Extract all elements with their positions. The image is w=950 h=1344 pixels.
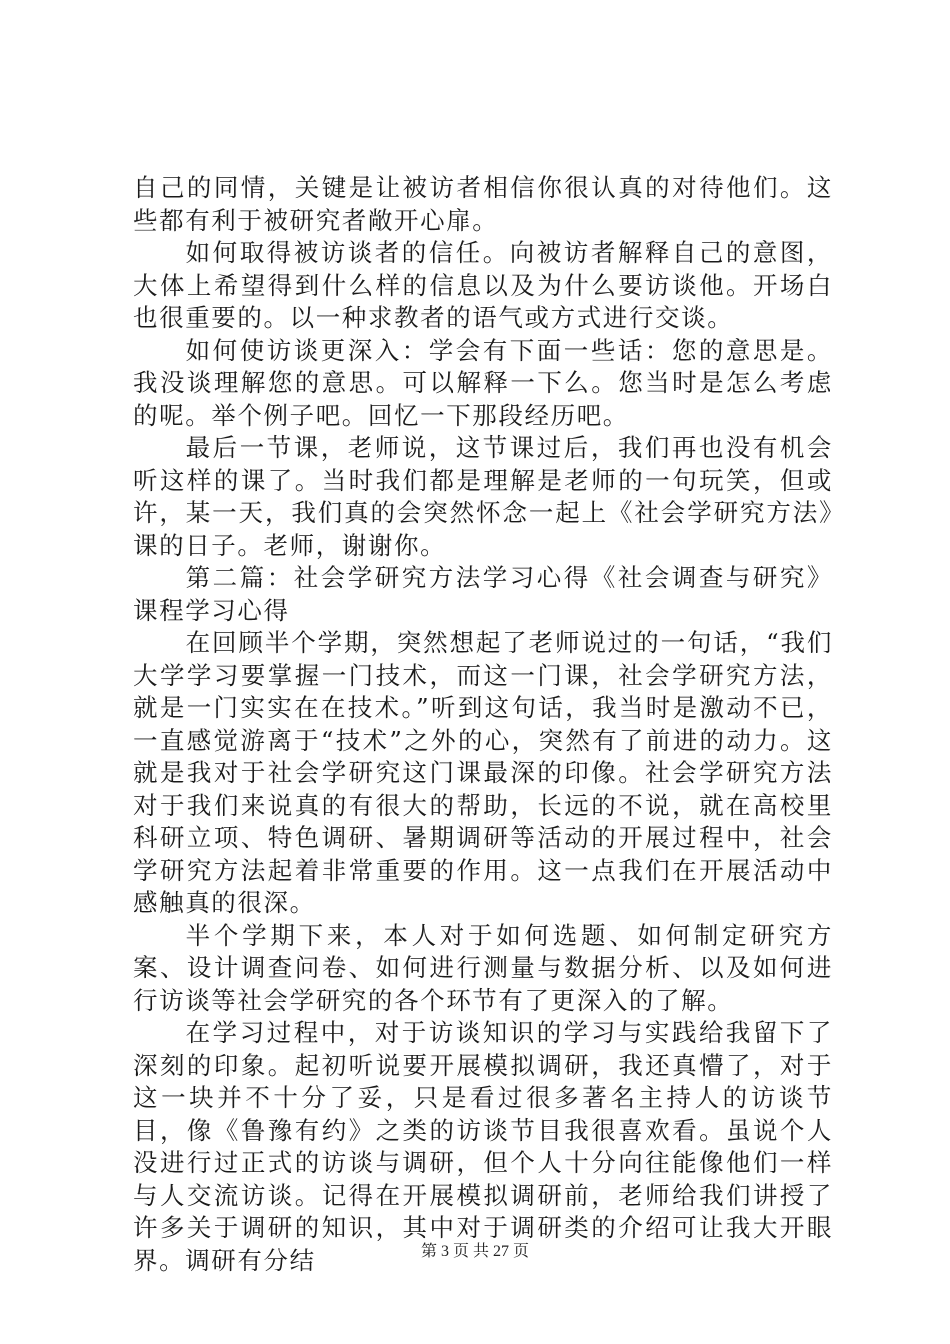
section-heading: 第二篇：社会学研究方法学习心得《社会调查与研究》课程学习心得 — [133, 563, 833, 625]
paragraph: 如何取得被访谈者的信任。向被访者解释自己的意图，大体上希望得到什么样的信息以及为什么要访谈他。开场白也很重要的。以一种求教者的语气或方式进行交谈。 — [133, 238, 833, 332]
paragraph: 最后一节课，老师说，这节课过后，我们再也没有机会听这样的课了。当时我们都是理解是老师的一句玩笑，但或许，某一天，我们真的会突然怀念一起上《社会学研究方法》课的日子。老师，谢谢你。 — [133, 433, 833, 560]
paragraph: 如何使访谈更深入：学会有下面一些话：您的意思是。我没谈理解您的意思。可以解释一下么。您当时是怎么考虑的呢。举个例子吧。回忆一下那段经历吧。 — [133, 335, 833, 430]
paragraph: 半个学期下来，本人对于如何选题、如何制定研究方案、设计调查问卷、如何进行测量与数据分析、以及如何进行访谈等社会学研究的各个环节有了更深入的了解。 — [133, 920, 833, 1015]
document-body — [133, 172, 833, 1277]
paragraph: 在学习过程中，对于访谈知识的学习与实践给我留下了深刻的印象。起初听说要开展模拟调研，我还真懵了，对于这一块并不十分了妥，只是看过很多著名主持人的访谈节目，像《鲁豫有约》之类的访谈节目我很喜欢看。虽说个人没进行过正式的访谈与调研，但个人十分向往能像他们一样与人交流访谈。记得在开展模拟调研前，老师给我们讲授了许多关于调研的知识，其中对于调研类的介绍可让我大开眼界。调研有分结 — [133, 1018, 833, 1275]
paragraph: 在回顾半个学期，突然想起了老师说过的一句话，“我们大学学习要掌握一门技术，而这一门课，社会学研究方法，就是一门实实在在技术。”听到这句话，我当时是激动不已，一直感觉游离于“技术”之外的心，突然有了前进的动力。这就是我对于社会学研究这门课最深的印像。社会学研究方法对于我们来说真的有很大的帮助，长远的不说，就在高校里科研立项、特色调研、暑期调研等活动的开展过程中，社会学研究方法起着非常重要的作用。这一点我们在开展活动中感触真的很深。 — [133, 628, 833, 917]
paragraph: 自己的同情，关键是让被访者相信你很认真的对待他们。这些都有利于被研究者敞开心扉。 — [133, 173, 833, 235]
page-number-footer: 第 3 页 共 27 页 — [420, 1243, 529, 1260]
